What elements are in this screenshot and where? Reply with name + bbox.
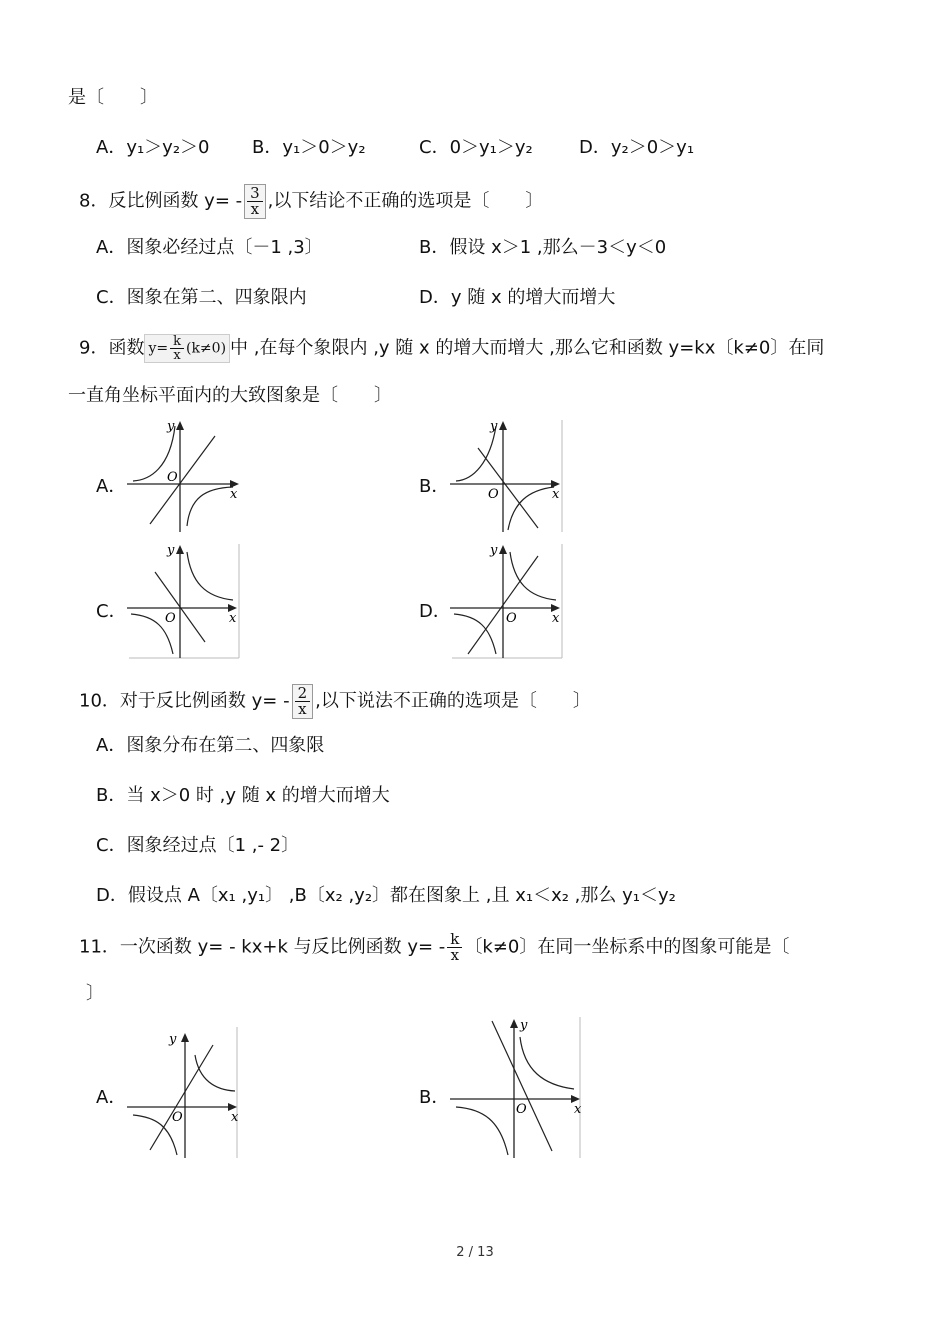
q10-option-d: D．假设点 A〔x₁ ,y₁〕 ,B〔x₂ ,y₂〕都在图象上 ,且 x₁＜x₂ ,那么 y₁＜y₂ <box>96 885 676 906</box>
q7-option-d: D．y₂＞0＞y₁ <box>579 137 695 158</box>
axis-x-label: x <box>229 611 237 626</box>
q11-fraction <box>447 932 462 963</box>
origin-label: O <box>172 1110 183 1125</box>
q9-fn-den: x <box>173 348 181 363</box>
q9-graph-b <box>448 418 566 533</box>
q8-option-b: B．假设 x＞1 ,那么－3＜y＜0 <box>419 237 667 258</box>
axis-y-label: y <box>520 1018 528 1033</box>
axis-y-label: y <box>490 543 498 558</box>
q10-fraction <box>292 684 314 719</box>
q10-frac-den: x <box>298 700 307 718</box>
q8-frac-num: 3 <box>247 186 263 202</box>
q9-graph-d <box>448 542 566 660</box>
q8-suffix: ,以下结论不正确的选项是〔 〕 <box>267 190 544 212</box>
axis-x-label: x <box>552 487 560 502</box>
q7-stem-tail: 是〔 〕 <box>68 87 158 108</box>
q9-function-image <box>144 334 230 363</box>
q7-option-a: A．y₁＞y₂＞0 <box>96 137 210 158</box>
q8-prefix: 8．反比例函数 y= - <box>79 190 243 212</box>
q11-prefix: 11．一次函数 y= - kx+k 与反比例函数 y= - <box>79 936 446 958</box>
q11-stem <box>79 932 789 963</box>
q9-fn-lhs: y= <box>148 340 169 357</box>
q11-graph-b <box>448 1015 584 1160</box>
axis-y-label: y <box>490 419 498 434</box>
q8-option-c: C．图象在第二、四象限内 <box>96 287 307 308</box>
q11-frac-den: x <box>450 946 460 964</box>
q11-suffix: 〔k≠0〕在同一坐标系中的图象可能是〔 <box>464 936 790 958</box>
origin-label: O <box>165 611 176 626</box>
q11-label-b: B． <box>419 1087 450 1108</box>
q7-option-c: C．0＞y₁＞y₂ <box>419 137 533 158</box>
axis-x-label: x <box>574 1102 582 1117</box>
q8-fraction <box>244 184 266 219</box>
axis-y-label: y <box>169 1032 177 1047</box>
q11-frac-num: k <box>447 932 462 948</box>
q9-graph-c <box>125 542 243 660</box>
page-number: 2 / 13 <box>456 1245 494 1260</box>
q9-fn-num: k <box>170 335 184 349</box>
origin-label: O <box>516 1102 527 1117</box>
q9-label-c: C． <box>96 601 127 622</box>
origin-label: O <box>488 487 499 502</box>
q9-graph-a <box>125 418 243 533</box>
axis-x-label: x <box>230 487 238 502</box>
q10-option-a: A．图象分布在第二、四象限 <box>96 735 325 756</box>
q11-graph-a <box>125 1025 243 1160</box>
origin-label: O <box>167 470 178 485</box>
q9-stem <box>79 334 824 363</box>
q9-prefix: 9．函数 <box>79 337 145 359</box>
q9-label-b: B． <box>419 476 450 497</box>
origin-label: O <box>506 611 517 626</box>
q10-prefix: 10．对于反比例函数 y= - <box>79 690 290 712</box>
axis-x-label: x <box>231 1110 239 1125</box>
q11-label-a: A． <box>96 1087 127 1108</box>
q11-stem-line2: 〕 <box>86 983 104 1004</box>
q8-option-a: A．图象必经过点〔－1 ,3〕 <box>96 237 323 258</box>
q8-option-d: D．y 随 x 的增大而增大 <box>419 287 616 308</box>
q9-suffix: 中 ,在每个象限内 ,y 随 x 的增大而增大 ,那么它和函数 y=kx〔k≠0〕在同 <box>230 337 825 359</box>
q9-label-a: A． <box>96 476 127 497</box>
q9-label-d: D． <box>419 601 451 622</box>
q9-stem-line2: 一直角坐标平面内的大致图象是〔 〕 <box>68 385 392 406</box>
q10-option-b: B．当 x＞0 时 ,y 随 x 的增大而增大 <box>96 785 390 806</box>
q9-fn-cond: (k≠0) <box>185 340 227 357</box>
q10-suffix: ,以下说法不正确的选项是〔 〕 <box>315 690 591 712</box>
q10-stem <box>79 684 591 719</box>
q8-stem <box>79 184 543 219</box>
q10-frac-num: 2 <box>295 686 311 702</box>
q8-frac-den: x <box>250 200 260 218</box>
q7-option-b: B．y₁＞0＞y₂ <box>252 137 366 158</box>
axis-x-label: x <box>552 611 560 626</box>
axis-y-label: y <box>167 543 175 558</box>
q10-option-c: C．图象经过点〔1 ,- 2〕 <box>96 835 300 856</box>
axis-y-label: y <box>167 419 175 434</box>
